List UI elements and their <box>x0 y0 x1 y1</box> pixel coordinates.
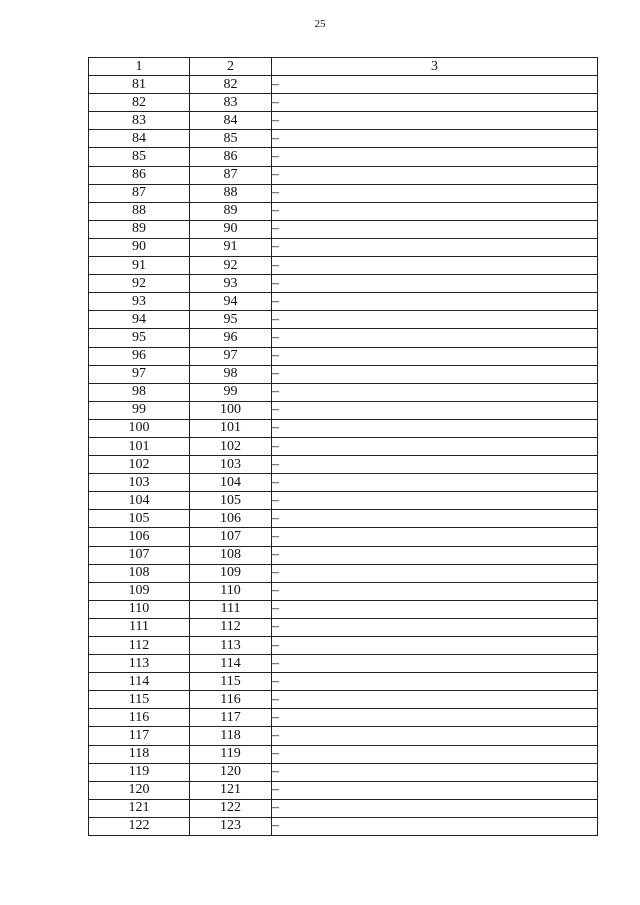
table-cell-col-2: 85 <box>190 130 272 148</box>
table-cell-col-2: 92 <box>190 257 272 275</box>
table-cell-col-3: – <box>272 691 598 709</box>
table-cell-col-2: 95 <box>190 311 272 329</box>
table-row <box>89 456 598 474</box>
table-cell-col-3: – <box>272 238 598 256</box>
table-cell-col-2: 112 <box>190 618 272 636</box>
table-cell-col-2: 117 <box>190 709 272 727</box>
table-cell-col-2: 102 <box>190 437 272 455</box>
data-table <box>88 57 598 836</box>
table-cell-col-2: 108 <box>190 546 272 564</box>
table-cell-col-3: – <box>272 76 598 94</box>
table-row <box>89 76 598 94</box>
table-cell-col-2: 119 <box>190 745 272 763</box>
table-body <box>89 76 598 836</box>
table-cell-col-3: – <box>272 492 598 510</box>
table-cell-col-1: 98 <box>89 383 190 401</box>
table-cell-col-2: 120 <box>190 763 272 781</box>
table-row <box>89 437 598 455</box>
table-cell-col-3: – <box>272 456 598 474</box>
table-cell-col-3: – <box>272 347 598 365</box>
table-cell-col-1: 81 <box>89 76 190 94</box>
table-row <box>89 691 598 709</box>
table-cell-col-2: 100 <box>190 401 272 419</box>
table-cell-col-1: 105 <box>89 510 190 528</box>
table-cell-col-3: – <box>272 401 598 419</box>
table-row <box>89 673 598 691</box>
table-cell-col-3: – <box>272 202 598 220</box>
column-header-3: 3 <box>272 58 598 76</box>
table-cell-col-3: – <box>272 673 598 691</box>
table-cell-col-3: – <box>272 419 598 437</box>
table-row <box>89 528 598 546</box>
table-row <box>89 492 598 510</box>
table-cell-col-1: 119 <box>89 763 190 781</box>
table-cell-col-2: 122 <box>190 799 272 817</box>
table-cell-col-1: 91 <box>89 257 190 275</box>
table-cell-col-2: 91 <box>190 238 272 256</box>
table-cell-col-1: 89 <box>89 220 190 238</box>
table-cell-col-2: 109 <box>190 564 272 582</box>
table-row <box>89 474 598 492</box>
table-cell-col-1: 109 <box>89 582 190 600</box>
table-cell-col-3: – <box>272 474 598 492</box>
table-cell-col-3: – <box>272 799 598 817</box>
table-cell-col-1: 99 <box>89 401 190 419</box>
table-row <box>89 817 598 835</box>
table-cell-col-2: 86 <box>190 148 272 166</box>
table-cell-col-2: 116 <box>190 691 272 709</box>
table-cell-col-2: 97 <box>190 347 272 365</box>
table-cell-col-2: 115 <box>190 673 272 691</box>
table-cell-col-1: 117 <box>89 727 190 745</box>
table-cell-col-3: – <box>272 275 598 293</box>
table-row <box>89 781 598 799</box>
table-cell-col-3: – <box>272 618 598 636</box>
table-cell-col-3: – <box>272 781 598 799</box>
table-row <box>89 238 598 256</box>
table-cell-col-2: 87 <box>190 166 272 184</box>
table-cell-col-3: – <box>272 727 598 745</box>
table-cell-col-2: 93 <box>190 275 272 293</box>
table-cell-col-3: – <box>272 257 598 275</box>
table-row <box>89 275 598 293</box>
table-cell-col-1: 84 <box>89 130 190 148</box>
table-row <box>89 130 598 148</box>
table-cell-col-1: 103 <box>89 474 190 492</box>
table-cell-col-2: 114 <box>190 655 272 673</box>
table-cell-col-1: 94 <box>89 311 190 329</box>
table-cell-col-2: 123 <box>190 817 272 835</box>
table-cell-col-3: – <box>272 528 598 546</box>
table-cell-col-1: 113 <box>89 655 190 673</box>
table-row <box>89 401 598 419</box>
table-cell-col-3: – <box>272 329 598 347</box>
table-cell-col-3: – <box>272 437 598 455</box>
table-cell-col-3: – <box>272 184 598 202</box>
table-cell-col-2: 101 <box>190 419 272 437</box>
table-cell-col-2: 105 <box>190 492 272 510</box>
table-header-row <box>89 58 598 76</box>
table-cell-col-1: 86 <box>89 166 190 184</box>
table-row <box>89 546 598 564</box>
table-row <box>89 383 598 401</box>
table-cell-col-1: 82 <box>89 94 190 112</box>
table-cell-col-1: 110 <box>89 600 190 618</box>
table-cell-col-1: 108 <box>89 564 190 582</box>
table-cell-col-3: – <box>272 637 598 655</box>
table-row <box>89 112 598 130</box>
table-cell-col-2: 96 <box>190 329 272 347</box>
table-cell-col-2: 84 <box>190 112 272 130</box>
table-cell-col-2: 99 <box>190 383 272 401</box>
table-cell-col-1: 115 <box>89 691 190 709</box>
table-row <box>89 727 598 745</box>
table-cell-col-2: 107 <box>190 528 272 546</box>
table-row <box>89 709 598 727</box>
table-row <box>89 347 598 365</box>
table-cell-col-3: – <box>272 311 598 329</box>
table-row <box>89 618 598 636</box>
table-row <box>89 257 598 275</box>
table-cell-col-3: – <box>272 383 598 401</box>
table-cell-col-3: – <box>272 582 598 600</box>
table-cell-col-3: – <box>272 130 598 148</box>
table-cell-col-1: 95 <box>89 329 190 347</box>
table-cell-col-2: 98 <box>190 365 272 383</box>
table-cell-col-2: 88 <box>190 184 272 202</box>
table-cell-col-3: – <box>272 655 598 673</box>
table-cell-col-2: 82 <box>190 76 272 94</box>
column-header-1: 1 <box>89 58 190 76</box>
table-row <box>89 166 598 184</box>
table-row <box>89 637 598 655</box>
table-cell-col-2: 113 <box>190 637 272 655</box>
table-cell-col-2: 110 <box>190 582 272 600</box>
table-row <box>89 365 598 383</box>
table-row <box>89 655 598 673</box>
table-cell-col-3: – <box>272 510 598 528</box>
table-row <box>89 564 598 582</box>
table-cell-col-1: 93 <box>89 293 190 311</box>
table-cell-col-2: 106 <box>190 510 272 528</box>
table-cell-col-3: – <box>272 709 598 727</box>
table-cell-col-3: – <box>272 600 598 618</box>
table-row <box>89 148 598 166</box>
table-cell-col-3: – <box>272 94 598 112</box>
table-cell-col-1: 96 <box>89 347 190 365</box>
table-row <box>89 329 598 347</box>
table-cell-col-1: 92 <box>89 275 190 293</box>
table-cell-col-2: 94 <box>190 293 272 311</box>
table-cell-col-1: 112 <box>89 637 190 655</box>
table-cell-col-1: 87 <box>89 184 190 202</box>
table-cell-col-1: 83 <box>89 112 190 130</box>
table-cell-col-3: – <box>272 293 598 311</box>
table-cell-col-2: 83 <box>190 94 272 112</box>
table-cell-col-2: 111 <box>190 600 272 618</box>
table-cell-col-3: – <box>272 112 598 130</box>
table-cell-col-3: – <box>272 220 598 238</box>
table-cell-col-3: – <box>272 763 598 781</box>
table-cell-col-2: 90 <box>190 220 272 238</box>
table-cell-col-1: 90 <box>89 238 190 256</box>
table-cell-col-2: 103 <box>190 456 272 474</box>
table-cell-col-3: – <box>272 564 598 582</box>
table-cell-col-3: – <box>272 817 598 835</box>
column-header-2: 2 <box>190 58 272 76</box>
table-row <box>89 510 598 528</box>
table-cell-col-1: 100 <box>89 419 190 437</box>
table-row <box>89 94 598 112</box>
table-cell-col-1: 122 <box>89 817 190 835</box>
table-cell-col-1: 88 <box>89 202 190 220</box>
table-cell-col-1: 111 <box>89 618 190 636</box>
table-cell-col-1: 114 <box>89 673 190 691</box>
table-row <box>89 763 598 781</box>
table-cell-col-2: 121 <box>190 781 272 799</box>
table-row <box>89 419 598 437</box>
table-cell-col-2: 104 <box>190 474 272 492</box>
table-row <box>89 220 598 238</box>
table-row <box>89 293 598 311</box>
table-cell-col-3: – <box>272 166 598 184</box>
table-cell-col-1: 101 <box>89 437 190 455</box>
table-cell-col-3: – <box>272 745 598 763</box>
table-cell-col-1: 116 <box>89 709 190 727</box>
table-row <box>89 745 598 763</box>
table-cell-col-1: 107 <box>89 546 190 564</box>
table-cell-col-3: – <box>272 546 598 564</box>
table-row <box>89 600 598 618</box>
table-row <box>89 582 598 600</box>
table-cell-col-3: – <box>272 148 598 166</box>
table-cell-col-3: – <box>272 365 598 383</box>
table-row <box>89 202 598 220</box>
page-number: 25 <box>314 18 326 30</box>
table-cell-col-1: 85 <box>89 148 190 166</box>
table-cell-col-2: 118 <box>190 727 272 745</box>
table-cell-col-1: 120 <box>89 781 190 799</box>
table-cell-col-1: 102 <box>89 456 190 474</box>
table-cell-col-1: 106 <box>89 528 190 546</box>
table-cell-col-1: 97 <box>89 365 190 383</box>
table-cell-col-1: 104 <box>89 492 190 510</box>
table-cell-col-1: 118 <box>89 745 190 763</box>
table-row <box>89 311 598 329</box>
table-row <box>89 184 598 202</box>
table-cell-col-2: 89 <box>190 202 272 220</box>
table-cell-col-1: 121 <box>89 799 190 817</box>
table-row <box>89 799 598 817</box>
